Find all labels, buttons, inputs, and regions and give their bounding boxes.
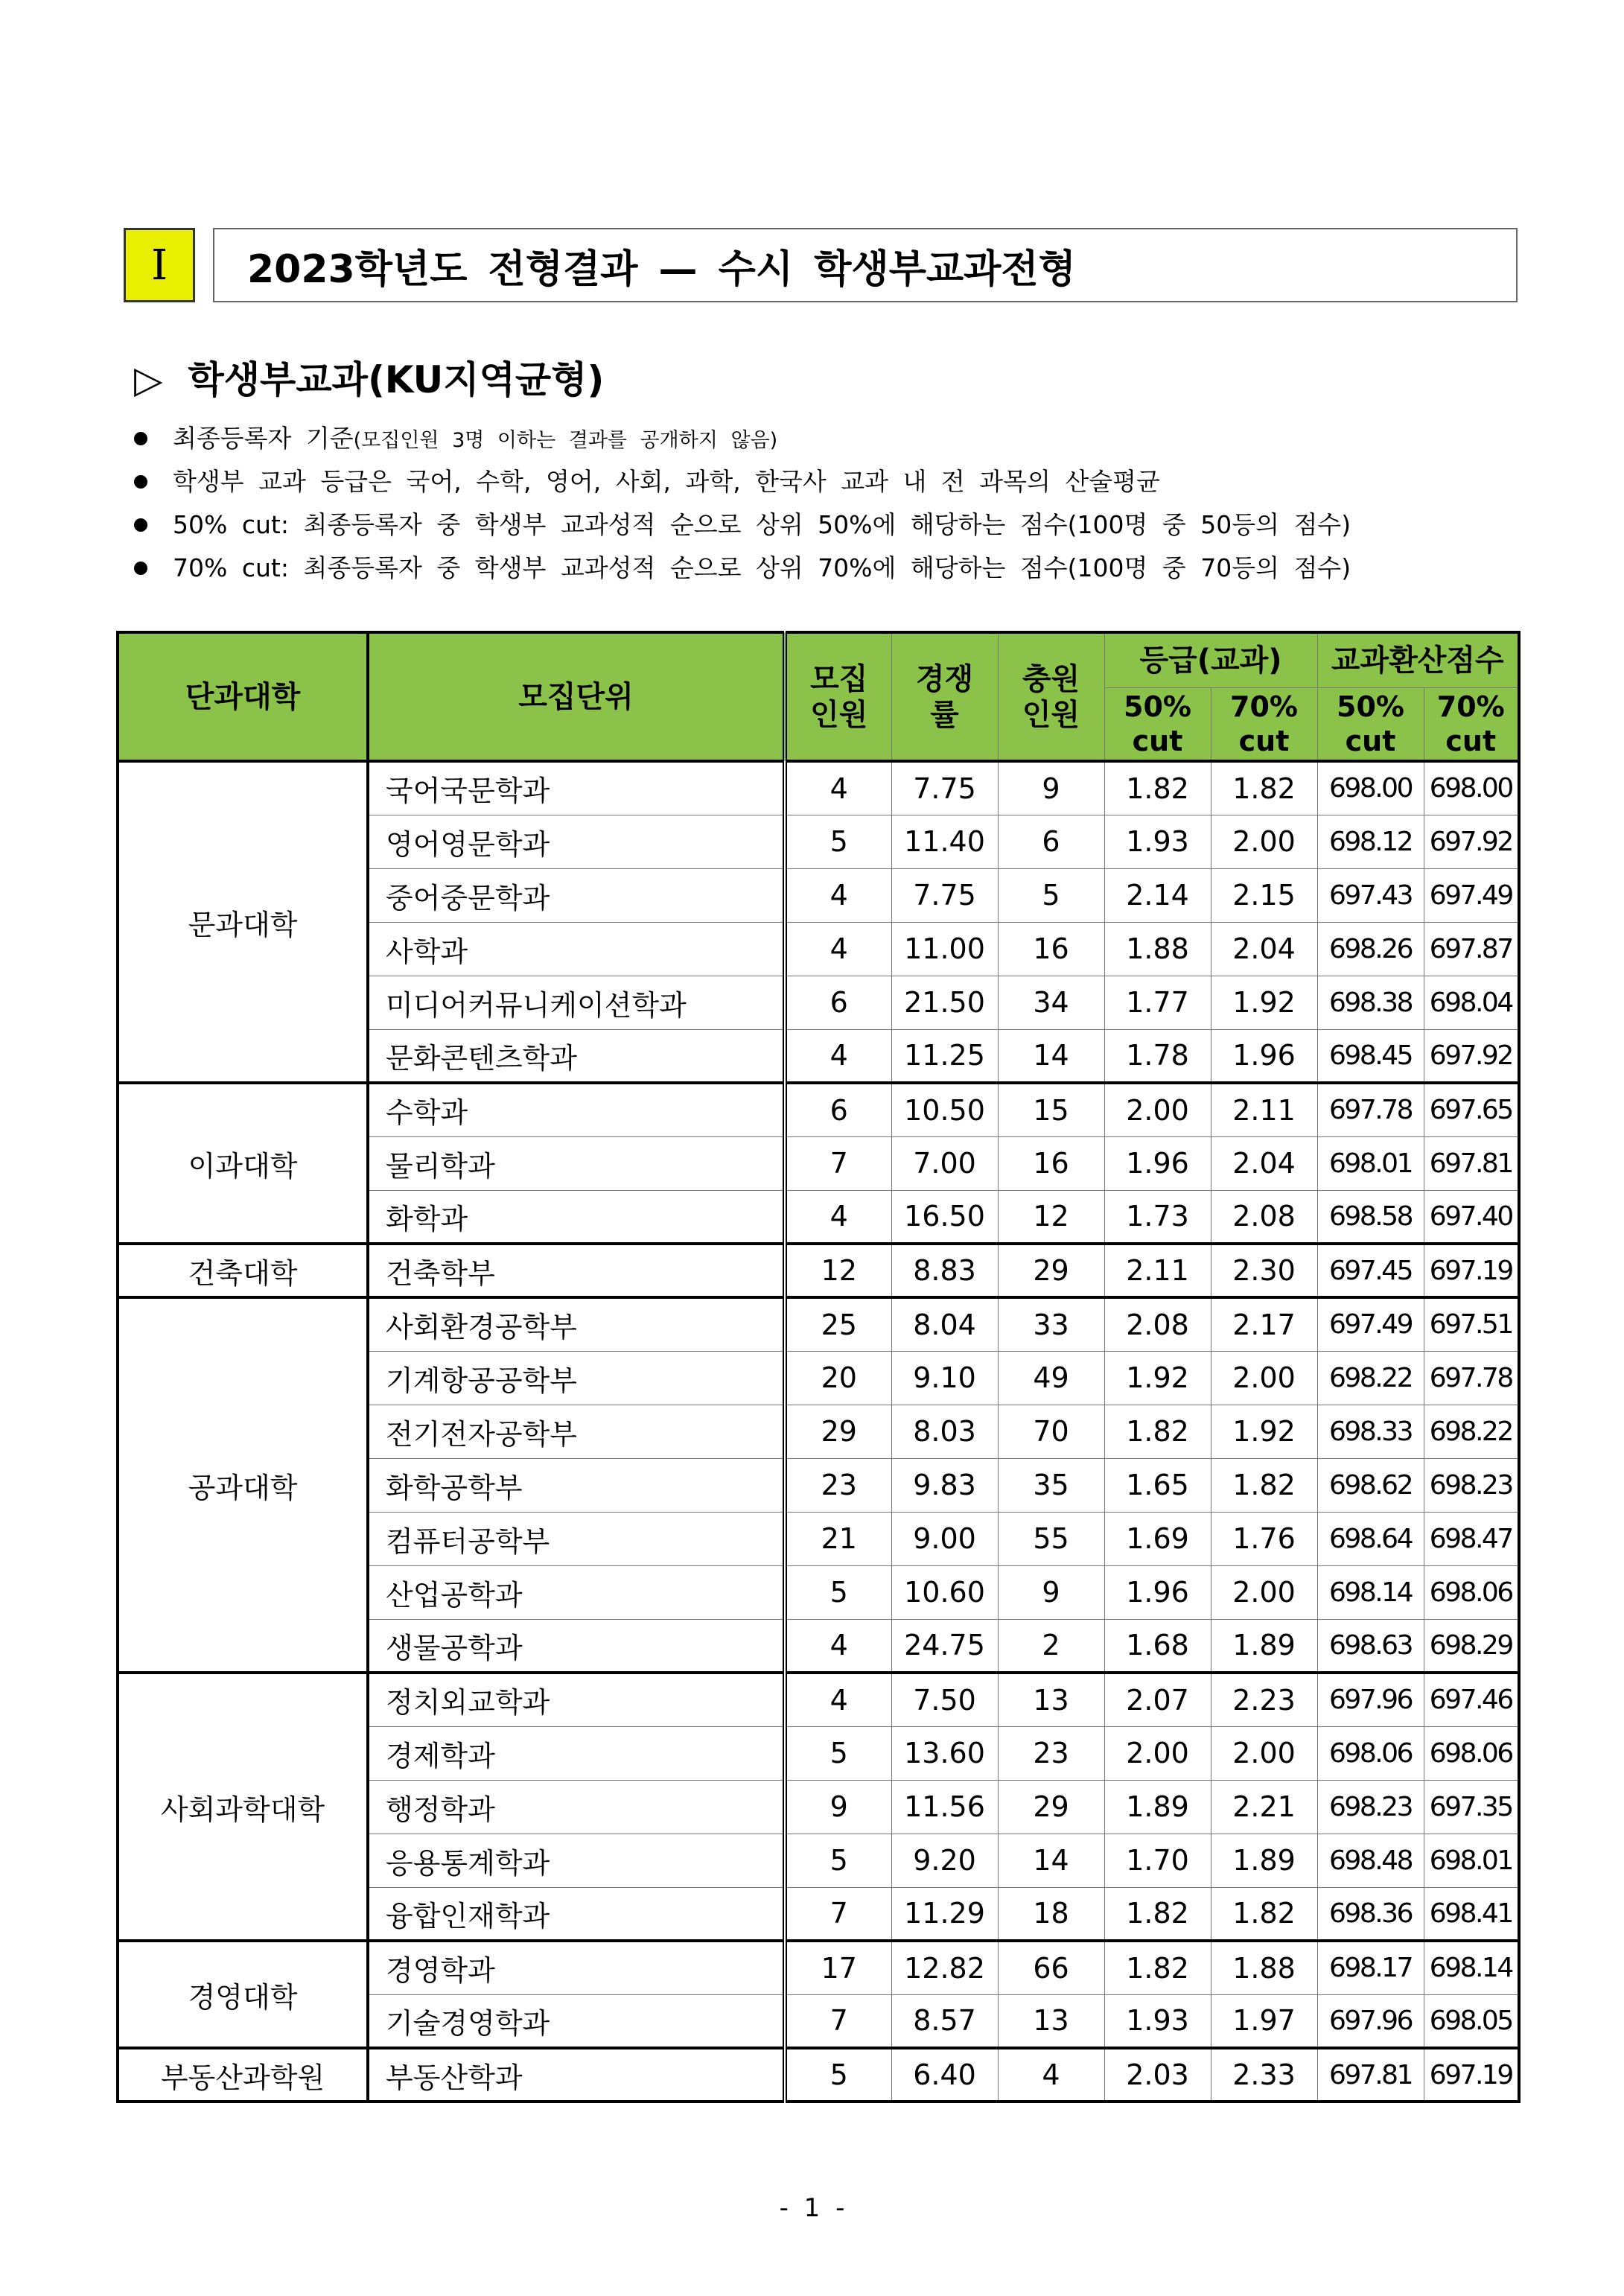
dept-cell: 사회환경공학부 [368,1297,785,1351]
extra-cell: 4 [998,2048,1104,2102]
grade-50-cell: 2.00 [1104,1083,1211,1136]
score-50-cell: 698.22 [1317,1351,1424,1405]
grade-50-cell: 1.70 [1104,1834,1211,1887]
grade-50-cell: 1.69 [1104,1512,1211,1565]
grade-50-cell: 1.78 [1104,1029,1211,1083]
dept-cell: 기술경영학과 [368,1994,785,2048]
grade-70-cell: 2.00 [1211,1351,1317,1405]
score-50-cell: 697.43 [1317,868,1424,922]
header-rate: 경쟁 률 [891,632,998,761]
table-row [118,1673,1519,1726]
quota-cell: 4 [785,922,891,976]
grade-70-cell: 1.82 [1211,1887,1317,1941]
dept-cell: 컴퓨터공학부 [368,1512,785,1565]
grade-70-cell: 1.82 [1211,761,1317,815]
grade-50-cell: 1.82 [1104,1887,1211,1941]
quota-cell: 6 [785,1083,891,1136]
grade-50-cell: 2.14 [1104,868,1211,922]
score-70-cell: 697.78 [1424,1351,1519,1405]
grade-50-cell: 2.11 [1104,1244,1211,1297]
quota-cell: 21 [785,1512,891,1565]
results-table [116,631,1520,2103]
extra-cell: 29 [998,1244,1104,1297]
header-college: 단과대학 [118,632,368,761]
college-cell: 사회과학대학 [118,1673,368,1941]
quota-cell: 23 [785,1458,891,1512]
rate-cell: 7.50 [891,1673,998,1726]
dept-cell: 생물공학과 [368,1619,785,1673]
grade-70-cell: 2.04 [1211,1136,1317,1190]
note-item: 학생부 교과 등급은 국어, 수학, 영어, 사회, 과학, 한국사 교과 내 전 과목의 산술평균 [134,460,1519,503]
quota-cell: 5 [785,2048,891,2102]
quota-cell: 5 [785,1834,891,1887]
score-70-cell: 698.06 [1424,1726,1519,1780]
dept-cell: 기계항공공학부 [368,1351,785,1405]
note-item: 최종등록자 기준(모집인원 3명 이하는 결과를 공개하지 않음) [134,417,1519,460]
dept-cell: 물리학과 [368,1136,785,1190]
grade-50-cell: 1.89 [1104,1780,1211,1834]
score-70-cell: 697.46 [1424,1673,1519,1726]
dept-cell: 융합인재학과 [368,1887,785,1941]
extra-cell: 70 [998,1405,1104,1458]
rate-cell: 11.56 [891,1780,998,1834]
quota-cell: 6 [785,976,891,1029]
score-70-cell: 697.19 [1424,1244,1519,1297]
score-70-cell: 698.23 [1424,1458,1519,1512]
quota-cell: 4 [785,868,891,922]
grade-70-cell: 1.89 [1211,1619,1317,1673]
sub-heading-text: 학생부교과(KU지역균형) [188,358,605,401]
quota-cell: 5 [785,1726,891,1780]
header-score-group: 교과환산점수 [1317,632,1519,688]
score-70-cell: 698.41 [1424,1887,1519,1941]
college-cell: 건축대학 [118,1244,368,1297]
grade-50-cell: 1.96 [1104,1136,1211,1190]
score-50-cell: 697.96 [1317,1673,1424,1726]
rate-cell: 7.75 [891,868,998,922]
rate-cell: 10.50 [891,1083,998,1136]
quota-cell: 7 [785,1994,891,2048]
rate-cell: 11.29 [891,1887,998,1941]
extra-cell: 13 [998,1994,1104,2048]
dept-cell: 전기전자공학부 [368,1405,785,1458]
score-50-cell: 698.33 [1317,1405,1424,1458]
rate-cell: 7.00 [891,1136,998,1190]
score-50-cell: 698.58 [1317,1190,1424,1244]
dept-cell: 행정학과 [368,1780,785,1834]
header-grade-50: 50% cut [1104,688,1211,762]
grade-50-cell: 1.93 [1104,815,1211,868]
score-50-cell: 698.00 [1317,761,1424,815]
results-table-body [118,761,1519,2102]
extra-cell: 16 [998,922,1104,976]
grade-70-cell: 2.11 [1211,1083,1317,1136]
dept-cell: 영어영문학과 [368,815,785,868]
extra-cell: 29 [998,1780,1104,1834]
rate-cell: 7.75 [891,761,998,815]
grade-70-cell: 2.21 [1211,1780,1317,1834]
dept-cell: 미디어커뮤니케이션학과 [368,976,785,1029]
dept-cell: 문화콘텐츠학과 [368,1029,785,1083]
score-70-cell: 698.06 [1424,1565,1519,1619]
score-50-cell: 698.23 [1317,1780,1424,1834]
table-row [118,2048,1519,2102]
score-70-cell: 698.00 [1424,761,1519,815]
extra-cell: 9 [998,1565,1104,1619]
rate-cell: 9.83 [891,1458,998,1512]
dept-cell: 국어국문학과 [368,761,785,815]
score-50-cell: 698.62 [1317,1458,1424,1512]
score-50-cell: 698.64 [1317,1512,1424,1565]
score-70-cell: 697.92 [1424,1029,1519,1083]
score-70-cell: 697.92 [1424,815,1519,868]
extra-cell: 12 [998,1190,1104,1244]
score-70-cell: 698.47 [1424,1512,1519,1565]
rate-cell: 21.50 [891,976,998,1029]
score-50-cell: 697.78 [1317,1083,1424,1136]
header-grade-70: 70% cut [1211,688,1317,762]
quota-cell: 4 [785,1190,891,1244]
header-score-50: 50% cut [1317,688,1424,762]
extra-cell: 49 [998,1351,1104,1405]
quota-cell: 25 [785,1297,891,1351]
score-50-cell: 698.01 [1317,1136,1424,1190]
grade-70-cell: 1.89 [1211,1834,1317,1887]
score-50-cell: 698.48 [1317,1834,1424,1887]
note-item: 70% cut: 최종등록자 중 학생부 교과성적 순으로 상위 70%에 해당하는 점수(100명 중 70등의 점수) [134,547,1519,590]
dept-cell: 화학공학부 [368,1458,785,1512]
score-50-cell: 697.45 [1317,1244,1424,1297]
quota-cell: 4 [785,1029,891,1083]
dept-cell: 경제학과 [368,1726,785,1780]
extra-cell: 16 [998,1136,1104,1190]
section-title-row [124,228,1518,302]
header-dept: 모집단위 [368,632,785,761]
rate-cell: 11.40 [891,815,998,868]
college-cell: 경영대학 [118,1941,368,2048]
grade-50-cell: 2.03 [1104,2048,1211,2102]
extra-cell: 23 [998,1726,1104,1780]
grade-70-cell: 1.92 [1211,976,1317,1029]
grade-50-cell: 1.92 [1104,1351,1211,1405]
grade-50-cell: 1.73 [1104,1190,1211,1244]
score-70-cell: 697.19 [1424,2048,1519,2102]
grade-70-cell: 2.33 [1211,2048,1317,2102]
triangle-marker-icon: ▷ [134,358,163,401]
extra-cell: 2 [998,1619,1104,1673]
score-70-cell: 698.22 [1424,1405,1519,1458]
dept-cell: 건축학부 [368,1244,785,1297]
score-70-cell: 697.49 [1424,868,1519,922]
grade-50-cell: 1.68 [1104,1619,1211,1673]
sub-heading [134,350,604,404]
extra-cell: 5 [998,868,1104,922]
dept-cell: 경영학과 [368,1941,785,1994]
rate-cell: 8.57 [891,1994,998,2048]
rate-cell: 8.04 [891,1297,998,1351]
score-70-cell: 698.14 [1424,1941,1519,1994]
grade-70-cell: 1.96 [1211,1029,1317,1083]
quota-cell: 9 [785,1780,891,1834]
score-70-cell: 698.29 [1424,1619,1519,1673]
extra-cell: 13 [998,1673,1104,1726]
grade-50-cell: 1.93 [1104,1994,1211,2048]
dept-cell: 사학과 [368,922,785,976]
dept-cell: 화학과 [368,1190,785,1244]
grade-50-cell: 2.08 [1104,1297,1211,1351]
score-50-cell: 698.06 [1317,1726,1424,1780]
quota-cell: 20 [785,1351,891,1405]
college-cell: 이과대학 [118,1083,368,1244]
grade-70-cell: 1.97 [1211,1994,1317,2048]
score-70-cell: 697.51 [1424,1297,1519,1351]
rate-cell: 9.20 [891,1834,998,1887]
score-50-cell: 697.81 [1317,2048,1424,2102]
quota-cell: 7 [785,1887,891,1941]
extra-cell: 9 [998,761,1104,815]
grade-50-cell: 1.65 [1104,1458,1211,1512]
extra-cell: 18 [998,1887,1104,1941]
score-50-cell: 697.96 [1317,1994,1424,2048]
grade-70-cell: 2.00 [1211,1726,1317,1780]
grade-70-cell: 1.92 [1211,1405,1317,1458]
quota-cell: 17 [785,1941,891,1994]
extra-cell: 34 [998,976,1104,1029]
dept-cell: 중어중문학과 [368,868,785,922]
quota-cell: 7 [785,1136,891,1190]
dept-cell: 정치외교학과 [368,1673,785,1726]
quota-cell: 4 [785,1673,891,1726]
dept-cell: 응용통계학과 [368,1834,785,1887]
header-grade-group: 등급(교과) [1104,632,1317,688]
grade-50-cell: 1.77 [1104,976,1211,1029]
grade-50-cell: 1.82 [1104,1941,1211,1994]
table-row [118,1244,1519,1297]
grade-50-cell: 2.00 [1104,1726,1211,1780]
quota-cell: 12 [785,1244,891,1297]
table-row [118,761,1519,815]
bullet-icon [134,562,147,575]
bullet-icon [134,518,147,532]
extra-cell: 33 [998,1297,1104,1351]
college-cell: 문과대학 [118,761,368,1083]
grade-70-cell: 2.08 [1211,1190,1317,1244]
quota-cell: 5 [785,815,891,868]
score-50-cell: 698.26 [1317,922,1424,976]
page-number: - 1 - [779,2193,845,2223]
score-70-cell: 697.35 [1424,1780,1519,1834]
header-quota: 모집 인원 [785,632,891,761]
score-70-cell: 697.40 [1424,1190,1519,1244]
section-title: 2023학년도 전형결과 — 수시 학생부교과전형 [213,228,1518,302]
score-50-cell: 698.17 [1317,1941,1424,1994]
score-50-cell: 698.12 [1317,815,1424,868]
grade-70-cell: 2.00 [1211,815,1317,868]
grade-70-cell: 1.76 [1211,1512,1317,1565]
bullet-icon [134,432,147,445]
quota-cell: 4 [785,761,891,815]
college-cell: 부동산과학원 [118,2048,368,2102]
extra-cell: 6 [998,815,1104,868]
rate-cell: 12.82 [891,1941,998,1994]
rate-cell: 10.60 [891,1565,998,1619]
college-cell: 공과대학 [118,1297,368,1673]
extra-cell: 66 [998,1941,1104,1994]
grade-70-cell: 2.04 [1211,922,1317,976]
extra-cell: 15 [998,1083,1104,1136]
bullet-icon [134,475,147,489]
quota-cell: 4 [785,1619,891,1673]
score-70-cell: 698.04 [1424,976,1519,1029]
grade-70-cell: 2.00 [1211,1565,1317,1619]
grade-70-cell: 2.30 [1211,1244,1317,1297]
dept-cell: 산업공학과 [368,1565,785,1619]
dept-cell: 부동산학과 [368,2048,785,2102]
header-extra: 충원 인원 [998,632,1104,761]
extra-cell: 14 [998,1029,1104,1083]
rate-cell: 8.03 [891,1405,998,1458]
extra-cell: 14 [998,1834,1104,1887]
score-70-cell: 697.81 [1424,1136,1519,1190]
grade-50-cell: 2.07 [1104,1673,1211,1726]
dept-cell: 수학과 [368,1083,785,1136]
grade-70-cell: 2.23 [1211,1673,1317,1726]
grade-50-cell: 1.82 [1104,1405,1211,1458]
rate-cell: 13.60 [891,1726,998,1780]
grade-50-cell: 1.88 [1104,922,1211,976]
score-50-cell: 697.49 [1317,1297,1424,1351]
rate-cell: 24.75 [891,1619,998,1673]
rate-cell: 9.00 [891,1512,998,1565]
score-70-cell: 697.65 [1424,1083,1519,1136]
table-row [118,1941,1519,1994]
rate-cell: 11.00 [891,922,998,976]
notes-list [134,417,1519,590]
extra-cell: 35 [998,1458,1104,1512]
score-70-cell: 697.87 [1424,922,1519,976]
section-roman-numeral: I [124,228,195,302]
rate-cell: 6.40 [891,2048,998,2102]
extra-cell: 55 [998,1512,1104,1565]
rate-cell: 16.50 [891,1190,998,1244]
score-70-cell: 698.05 [1424,1994,1519,2048]
grade-70-cell: 2.17 [1211,1297,1317,1351]
quota-cell: 5 [785,1565,891,1619]
quota-cell: 29 [785,1405,891,1458]
score-50-cell: 698.38 [1317,976,1424,1029]
score-70-cell: 698.01 [1424,1834,1519,1887]
note-item: 50% cut: 최종등록자 중 학생부 교과성적 순으로 상위 50%에 해당하는 점수(100명 중 50등의 점수) [134,503,1519,547]
grade-50-cell: 1.96 [1104,1565,1211,1619]
rate-cell: 8.83 [891,1244,998,1297]
header-score-70: 70% cut [1424,688,1519,762]
table-row [118,1297,1519,1351]
table-row [118,1083,1519,1136]
score-50-cell: 698.36 [1317,1887,1424,1941]
rate-cell: 9.10 [891,1351,998,1405]
grade-50-cell: 1.82 [1104,761,1211,815]
score-50-cell: 698.45 [1317,1029,1424,1083]
grade-70-cell: 1.88 [1211,1941,1317,1994]
grade-70-cell: 2.15 [1211,868,1317,922]
score-50-cell: 698.14 [1317,1565,1424,1619]
grade-70-cell: 1.82 [1211,1458,1317,1512]
score-50-cell: 698.63 [1317,1619,1424,1673]
rate-cell: 11.25 [891,1029,998,1083]
